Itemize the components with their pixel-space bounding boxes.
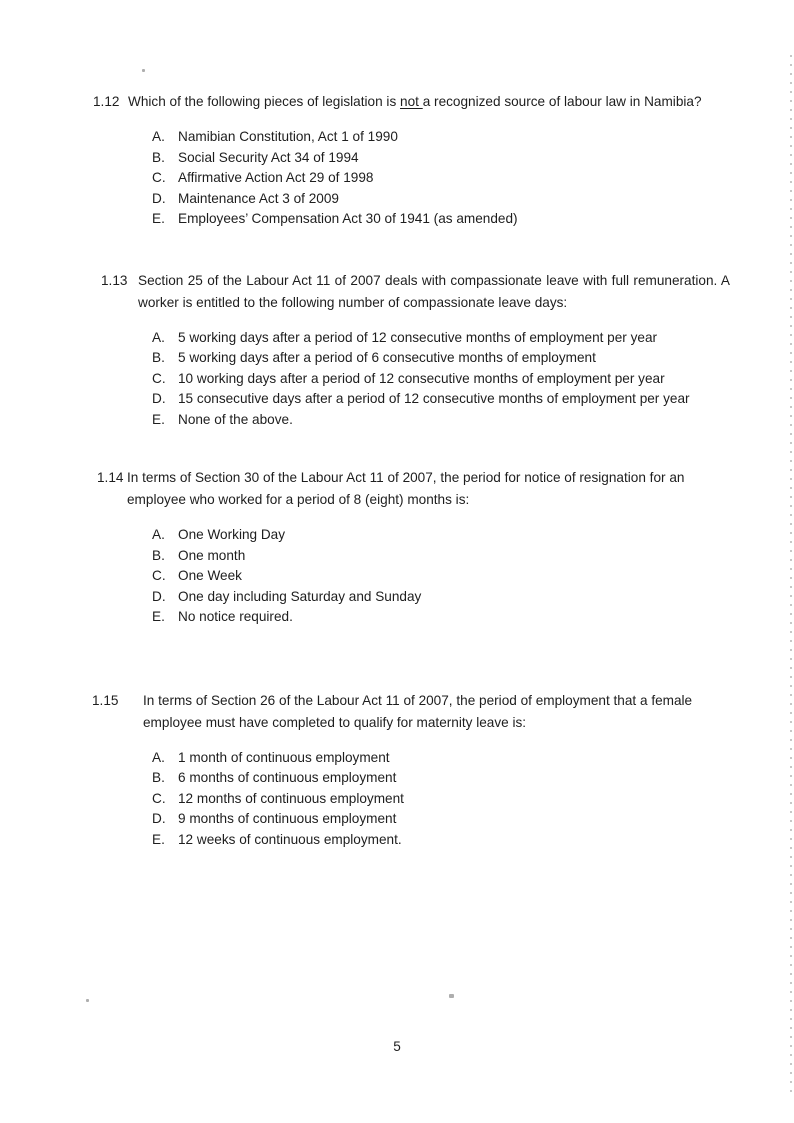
option-item	[152, 607, 730, 628]
question-body	[143, 690, 730, 851]
question-1-12	[0, 91, 794, 230]
options-list	[152, 525, 730, 628]
option-item	[152, 546, 730, 567]
option-text: One Week	[178, 568, 242, 583]
option-letter: C.	[152, 370, 166, 386]
option-item	[152, 328, 730, 349]
page-number: 5	[393, 1039, 401, 1054]
option-text: Namibian Constitution, Act 1 of 1990	[178, 129, 398, 144]
question-text: In terms of Section 26 of the Labour Act 11 of 2007, the period of employment that a female employee must have completed to qualify for maternity leave is:	[143, 692, 693, 730]
question-body	[128, 91, 730, 230]
option-item	[152, 209, 730, 230]
option-item	[152, 189, 730, 210]
option-item	[152, 809, 730, 830]
options-list	[152, 748, 730, 851]
option-item	[152, 410, 730, 431]
scan-speck	[449, 994, 454, 998]
option-letter: E.	[152, 609, 165, 624]
question-number: 1.12	[93, 94, 120, 109]
option-text: 12 months of continuous employment	[178, 790, 404, 806]
question-text	[128, 91, 730, 113]
scan-speck	[86, 999, 89, 1002]
option-text: Affirmative Action Act 29 of 1998	[178, 170, 374, 185]
option-letter: D.	[152, 190, 166, 206]
question-text: Section 25 of the Labour Act 11 of 2007 deals with compassionate leave with full remuneration. A worker is entitled to the following number of compassionate leave days:	[138, 272, 730, 310]
question-1-15	[0, 690, 794, 851]
option-item	[152, 789, 730, 810]
option-text: 5 working days after a period of 12 consecutive months of employment per year	[178, 329, 658, 345]
option-item	[152, 389, 730, 410]
option-text: Employees’ Compensation Act 30 of 1941 (as amended)	[178, 211, 518, 226]
option-item	[152, 168, 730, 189]
question-number: 1.13	[101, 272, 128, 288]
option-text: 1 month of continuous employment	[178, 749, 390, 765]
options-list	[152, 127, 730, 230]
option-letter: B.	[152, 149, 165, 165]
option-text: Social Security Act 34 of 1994	[178, 149, 359, 165]
question-body	[127, 467, 730, 628]
option-item	[152, 748, 730, 769]
option-item	[152, 127, 730, 148]
option-letter: D.	[152, 391, 166, 406]
option-letter: E.	[152, 831, 165, 847]
option-letter: C.	[152, 568, 166, 583]
option-text: 10 working days after a period of 12 consecutive months of employment per year	[178, 370, 665, 386]
scan-speck	[142, 69, 145, 72]
option-letter: A.	[152, 129, 165, 144]
question-number: 1.15	[92, 692, 119, 708]
option-letter: C.	[152, 790, 166, 806]
option-item	[152, 566, 730, 587]
option-letter: A.	[152, 527, 165, 542]
option-letter: E.	[152, 411, 165, 427]
question-1-14	[0, 467, 794, 628]
scan-edge-artifact	[790, 55, 792, 1098]
option-letter: A.	[152, 329, 165, 345]
option-item	[152, 148, 730, 169]
option-text: One day including Saturday and Sunday	[178, 588, 422, 604]
question-text-segment: Which of the following pieces of legislation is	[128, 94, 401, 109]
option-text: No notice required.	[178, 609, 293, 624]
option-letter: A.	[152, 749, 165, 765]
option-item	[152, 369, 730, 390]
option-text: One Working Day	[178, 527, 286, 542]
option-text: None of the above.	[178, 411, 293, 427]
option-item	[152, 348, 730, 369]
option-item	[152, 525, 730, 546]
option-text: 9 months of continuous employment	[178, 811, 397, 826]
option-letter: D.	[152, 811, 166, 826]
question-number: 1.14	[97, 470, 124, 485]
option-letter: D.	[152, 588, 166, 604]
option-letter: C.	[152, 170, 166, 185]
option-letter: B.	[152, 770, 165, 785]
option-text: 15 consecutive days after a period of 12 consecutive months of employment per year	[178, 391, 690, 406]
option-text: Maintenance Act 3 of 2009	[178, 190, 339, 206]
option-text: 6 months of continuous employment	[178, 770, 397, 785]
question-text-segment: a recognized source of labour law in Namibia?	[422, 94, 702, 109]
option-item	[152, 768, 730, 789]
option-letter: B.	[152, 350, 165, 365]
option-text: 5 working days after a period of 6 consecutive months of employment	[178, 350, 596, 365]
underlined-word: not	[400, 94, 423, 109]
option-text: 12 weeks of continuous employment.	[178, 831, 402, 847]
question-text: In terms of Section 30 of the Labour Act 11 of 2007, the period for notice of resignation for an employee who worked for a period of 8 (eight) months is:	[127, 470, 685, 507]
option-item	[152, 587, 730, 608]
options-list	[152, 328, 730, 431]
option-text: One month	[178, 547, 246, 563]
option-letter: E.	[152, 211, 165, 226]
option-item	[152, 830, 730, 851]
option-letter: B.	[152, 547, 165, 563]
question-body	[138, 270, 730, 431]
question-1-13	[0, 270, 794, 431]
